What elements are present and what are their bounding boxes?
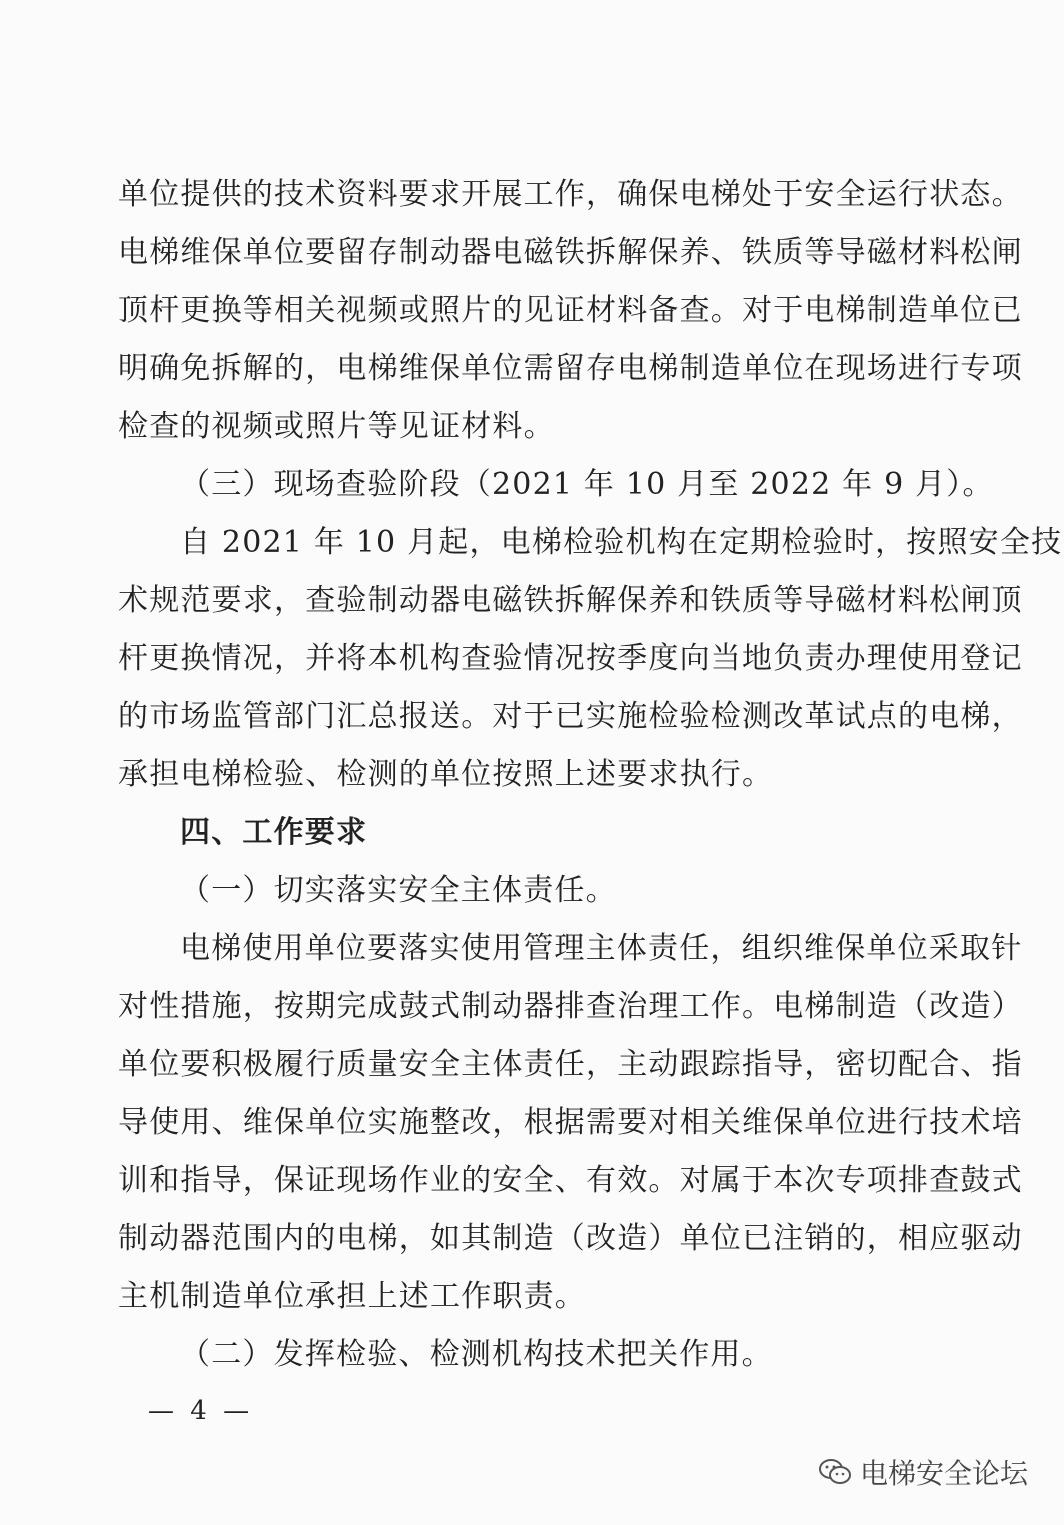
- text-line: 电梯维保单位要留存制动器电磁铁拆解保养、铁质等导磁材料松闸: [118, 235, 1023, 270]
- body-text: [118, 166, 1063, 1384]
- text-line: 主机制造单位承担上述工作职责。: [118, 1279, 586, 1314]
- text-line: 自 2021 年 10 月起，电梯检验机构在定期检验时，按照安全技: [180, 525, 1063, 560]
- subheading-one: （一）切实落实安全主体责任。: [180, 873, 617, 908]
- subheading-two: （二）发挥检验、检测机构技术把关作用。: [180, 1337, 773, 1372]
- text-line: 术规范要求，查验制动器电磁铁拆解保养和铁质等导磁材料松闸顶: [118, 583, 1023, 618]
- text-line: 明确免拆解的，电梯维保单位需留存电梯制造单位在现场进行专项: [118, 351, 1023, 386]
- section-heading-four: 四、工作要求: [180, 815, 368, 850]
- text-line: 承担电梯检验、检测的单位按照上述要求执行。: [118, 757, 774, 792]
- text-line: 检查的视频或照片等见证材料。: [118, 409, 555, 444]
- text-line: 顶杆更换等相关视频或照片的见证材料备查。对于电梯制造单位已: [118, 293, 1023, 328]
- text-line: 电梯使用单位要落实使用管理主体责任，组织维保单位采取针: [180, 931, 1023, 966]
- text-line: 训和指导，保证现场作业的安全、有效。对属于本次专项排查鼓式: [118, 1163, 1023, 1198]
- text-line: 导使用、维保单位实施整改，根据需要对相关维保单位进行技术培: [118, 1105, 1023, 1140]
- watermark-text: 电梯安全论坛: [859, 1457, 1028, 1490]
- text-line: 单位要积极履行质量安全主体责任，主动跟踪指导，密切配合、指: [118, 1047, 1023, 1082]
- text-line: 杆更换情况，并将本机构查验情况按季度向当地负责办理使用登记: [118, 641, 1023, 676]
- text-line: 的市场监管部门汇总报送。对于已实施检验检测改革试点的电梯，: [118, 699, 1023, 734]
- text-line: 对性措施，按期完成鼓式制动器排查治理工作。电梯制造（改造）: [118, 989, 1023, 1024]
- watermark: [818, 1452, 1028, 1492]
- text-line: 制动器范围内的电梯，如其制造（改造）单位已注销的，相应驱动: [118, 1221, 1023, 1256]
- subheading-three: （三）现场查验阶段（2021 年 10 月至 2022 年 9 月）。: [180, 467, 994, 502]
- wechat-icon: [818, 1457, 852, 1487]
- text-line: 单位提供的技术资料要求开展工作，确保电梯处于安全运行状态。: [118, 177, 1023, 212]
- page-number: — 4 —: [148, 1396, 254, 1426]
